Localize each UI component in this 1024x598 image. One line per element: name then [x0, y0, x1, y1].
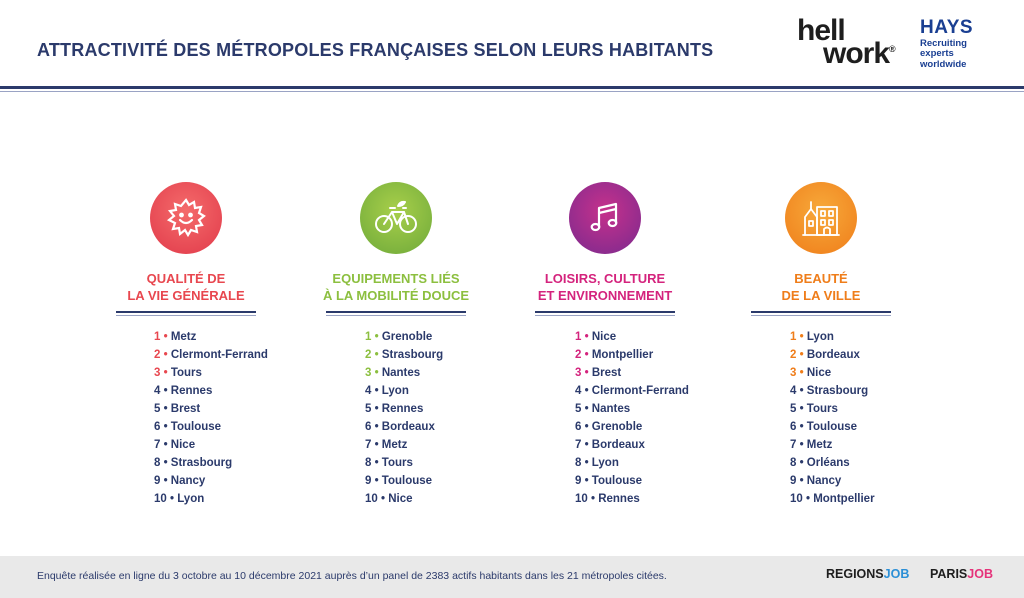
- category-divider-thin: [116, 315, 256, 316]
- category-leisure-culture: [505, 182, 705, 508]
- list-item: 4 • Strasbourg: [790, 385, 869, 397]
- list-item: 3 • Tours: [154, 367, 202, 379]
- category-divider: [535, 311, 675, 313]
- survey-footnote: Enquête réalisée en ligne du 3 octobre au 10 décembre 2021 auprès d’un panel de 2383 actifs habitants dans les 21 métropoles citées.: [37, 570, 667, 582]
- list-item: 6 • Toulouse: [790, 421, 858, 433]
- list-item: 2 • Montpellier: [575, 349, 654, 361]
- list-item: 9 • Toulouse: [365, 475, 433, 487]
- list-item: 3 • Nantes: [365, 367, 421, 379]
- list-item: 6 • Bordeaux: [365, 421, 435, 433]
- list-item: 2 • Strasbourg: [365, 349, 444, 361]
- list-item: 1 • Nice: [575, 331, 617, 343]
- category-divider: [116, 311, 256, 313]
- category-divider-thin: [751, 315, 891, 316]
- list-item: 5 • Rennes: [365, 403, 424, 415]
- list-item: 2 • Clermont-Ferrand: [154, 349, 268, 361]
- list-item: 1 • Lyon: [790, 331, 834, 343]
- category-divider-thin: [326, 315, 466, 316]
- hays-logo-word: HAYS: [920, 17, 974, 38]
- list-item: 10 • Lyon: [154, 493, 205, 505]
- hellowork-logo: [797, 16, 895, 69]
- list-item: 4 • Lyon: [365, 385, 409, 397]
- category-title-line2: ET ENVIRONNEMENT: [537, 288, 673, 303]
- hays-logo: [920, 18, 1000, 70]
- category-title-line2: À LA MOBILITÉ DOUCE: [322, 288, 470, 303]
- hellowork-logo-line1: hell: [797, 14, 845, 47]
- category-divider: [326, 311, 466, 313]
- category-soft-mobility: [296, 182, 496, 508]
- music-note-icon: [569, 182, 641, 254]
- list-item: 9 • Toulouse: [575, 475, 643, 487]
- header: [0, 0, 1024, 88]
- hellowork-logo-reg: ®: [889, 44, 895, 54]
- list-item: 7 • Nice: [154, 439, 196, 451]
- ranking-list: [86, 328, 286, 508]
- category-title-line2: LA VIE GÉNÉRALE: [127, 288, 245, 303]
- parisjob-logo-part2: JOB: [967, 567, 993, 581]
- list-item: 10 • Nice: [365, 493, 413, 505]
- category-title-line1: EQUIPEMENTS LIÉS: [332, 271, 460, 286]
- list-item: 4 • Rennes: [154, 385, 213, 397]
- category-quality-of-life: [86, 182, 286, 508]
- list-item: 3 • Brest: [575, 367, 622, 379]
- list-item: 4 • Clermont-Ferrand: [575, 385, 689, 397]
- ranking-list: [505, 328, 705, 508]
- list-item: 5 • Nantes: [575, 403, 631, 415]
- regionsjob-logo: [826, 567, 909, 581]
- list-item: 7 • Bordeaux: [575, 439, 645, 451]
- list-item: 9 • Nancy: [790, 475, 842, 487]
- regionsjob-logo-part1: REGIONS: [826, 567, 884, 581]
- parisjob-logo-part1: PARIS: [930, 567, 968, 581]
- category-title-line1: LOISIRS, CULTURE: [544, 271, 666, 286]
- list-item: 1 • Metz: [154, 331, 197, 343]
- list-item: 10 • Rennes: [575, 493, 640, 505]
- hellowork-logo-line2: work: [823, 37, 890, 70]
- hays-tagline-1: Recruiting experts: [920, 38, 967, 60]
- category-divider-thin: [535, 315, 675, 316]
- header-divider-thin: [0, 91, 1024, 92]
- list-item: 5 • Brest: [154, 403, 201, 415]
- ranking-list: [296, 328, 496, 508]
- page-title: ATTRACTIVITÉ DES MÉTROPOLES FRANÇAISES SELON LEURS HABITANTS: [37, 40, 714, 60]
- list-item: 7 • Metz: [790, 439, 833, 451]
- footer: [0, 556, 1024, 598]
- list-item: 8 • Tours: [365, 457, 413, 469]
- list-item: 2 • Bordeaux: [790, 349, 860, 361]
- list-item: 6 • Toulouse: [154, 421, 222, 433]
- sun-icon: [150, 182, 222, 254]
- list-item: 6 • Grenoble: [575, 421, 643, 433]
- list-item: 3 • Nice: [790, 367, 832, 379]
- list-item: 1 • Grenoble: [365, 331, 433, 343]
- list-item: 8 • Lyon: [575, 457, 619, 469]
- list-item: 5 • Tours: [790, 403, 838, 415]
- parisjob-logo: [930, 567, 993, 581]
- list-item: 10 • Montpellier: [790, 493, 875, 505]
- building-icon: [785, 182, 857, 254]
- category-divider: [751, 311, 891, 313]
- list-item: 7 • Metz: [365, 439, 408, 451]
- list-item: 8 • Orléans: [790, 457, 850, 469]
- bicycle-icon: [360, 182, 432, 254]
- hays-tagline-2: worldwide: [920, 58, 967, 70]
- list-item: 9 • Nancy: [154, 475, 206, 487]
- ranking-list: [721, 328, 921, 508]
- header-divider: [0, 86, 1024, 89]
- category-title-line1: BEAUTÉ: [794, 271, 848, 286]
- list-item: 8 • Strasbourg: [154, 457, 233, 469]
- category-title-line1: QUALITÉ DE: [146, 271, 226, 286]
- category-title-line2: DE LA VILLE: [781, 288, 861, 303]
- category-city-beauty: [721, 182, 921, 508]
- regionsjob-logo-part2: JOB: [883, 567, 910, 581]
